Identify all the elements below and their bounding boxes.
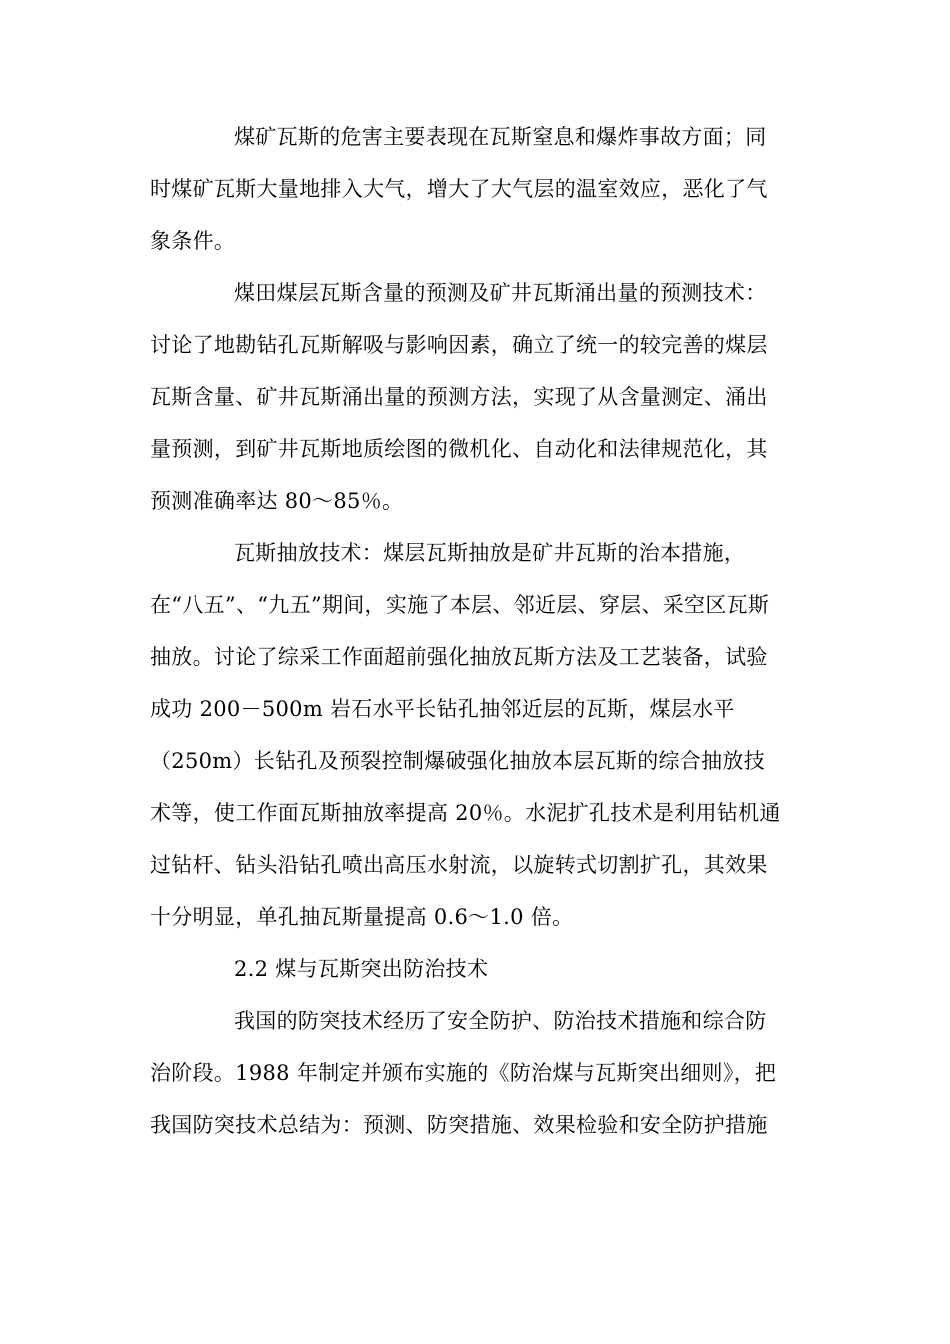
paragraph-line: 煤田煤层瓦斯含量的预测及矿井瓦斯涌出量的预测技术： [234, 281, 767, 305]
paragraph-line: 过钻杆、钻头沿钻孔喷出高压水射流，以旋转式切割扩孔，其效果 [150, 853, 768, 877]
paragraph-line: 预测准确率达 80～85％。 [150, 489, 404, 513]
paragraph-line: 我国的防突技术经历了安全防护、防治技术措施和综合防 [234, 1009, 767, 1033]
paragraph-line: 煤矿瓦斯的危害主要表现在瓦斯窒息和爆炸事故方面；同 [234, 125, 767, 149]
paragraph-line: 象条件。 [150, 229, 236, 253]
paragraph-line: 抽放。讨论了综采工作面超前强化抽放瓦斯方法及工艺装备，试验 [150, 645, 768, 669]
paragraph-line: 我国防突技术总结为：预测、防突措施、效果检验和安全防护措施 [150, 1113, 768, 1137]
section-heading: 2.2 煤与瓦斯突出防治技术 [234, 957, 489, 981]
paragraph-line: 讨论了地勘钻孔瓦斯解吸与影响因素，确立了统一的较完善的煤层 [150, 333, 768, 357]
paragraph-line: 瓦斯抽放技术：煤层瓦斯抽放是矿井瓦斯的治本措施， [234, 541, 746, 565]
paragraph-line: （250m）长钻孔及预裂控制爆破强化抽放本层瓦斯的综合抽放技 [150, 749, 765, 773]
paragraph-line: 量预测，到矿井瓦斯地质绘图的微机化、自动化和法律规范化，其 [150, 437, 768, 461]
paragraph-line: 术等，使工作面瓦斯抽放率提高 20％。水泥扩孔技术是利用钻机通 [150, 801, 781, 825]
paragraph-line: 成功 200－500m 岩石水平长钻孔抽邻近层的瓦斯，煤层水平 [150, 697, 735, 721]
paragraph-line: 时煤矿瓦斯大量地排入大气，增大了大气层的温室效应，恶化了气 [150, 177, 768, 201]
paragraph-line: 十分明显，单孔抽瓦斯量提高 0.6～1.0 倍。 [150, 905, 574, 929]
paragraph-line: 治阶段。1988 年制定并颁布实施的《防治煤与瓦斯突出细则》，把 [150, 1061, 777, 1085]
paragraph-line: 在“八五”、“九五”期间，实施了本层、邻近层、穿层、采空区瓦斯 [150, 593, 770, 617]
paragraph-line: 瓦斯含量、矿井瓦斯涌出量的预测方法，实现了从含量测定、涌出 [150, 385, 768, 409]
